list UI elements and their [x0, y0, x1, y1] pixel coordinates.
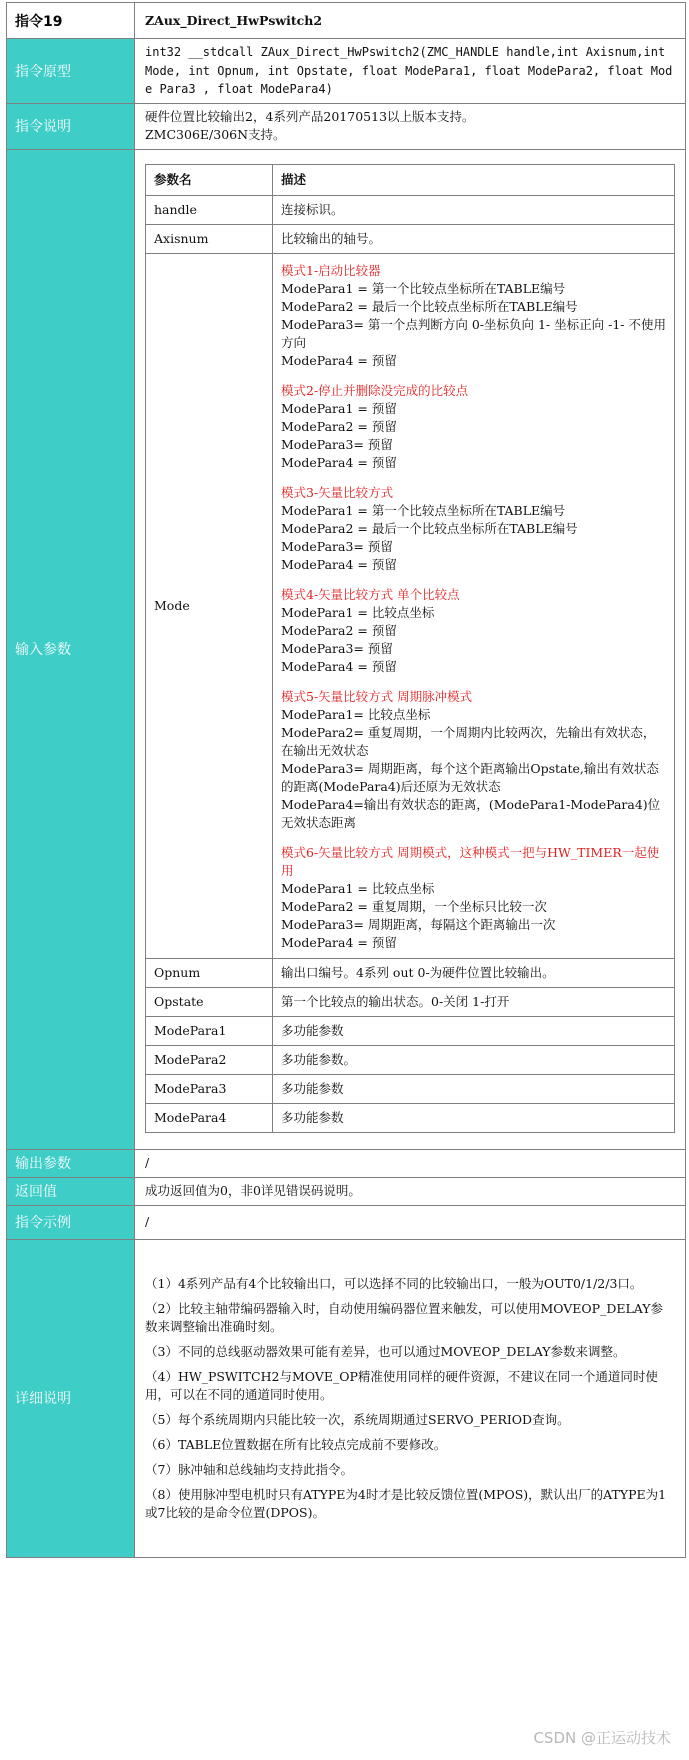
param-row [146, 1017, 675, 1046]
input-params-row [7, 149, 686, 1149]
details-label: 详细说明 [7, 1239, 135, 1557]
param-name: ModePara4 [146, 1104, 273, 1133]
detail-note: （5）每个系统周期内只能比较一次，系统周期通过SERVO_PERIOD查询。 [145, 1411, 570, 1427]
param-desc: 多功能参数 [273, 1075, 675, 1104]
command-doc-table [6, 2, 686, 1558]
mode-line: ModePara3= 周期距离，每个这个距离输出Opstate,输出有效状态的距离(ModePara4)后还原为无效状态 [281, 761, 659, 794]
mode-line: ModePara3= 第一个点判断方向 0-坐标负向 1- 坐标正向 -1- 不使用方向 [281, 317, 666, 350]
input-params-cell [135, 149, 686, 1149]
mode-line: ModePara2 = 预留 [281, 623, 397, 638]
param-row [146, 1075, 675, 1104]
header-row [7, 3, 686, 39]
prototype-label: 指令原型 [7, 39, 135, 104]
mode-title: 模式4-矢量比较方式 单个比较点 [281, 587, 460, 602]
param-desc: 输出口编号。4系列 out 0-为硬件位置比较输出。 [273, 959, 675, 988]
detail-note: （6）TABLE位置数据在所有比较点完成前不要修改。 [145, 1436, 447, 1452]
mode-block [281, 382, 666, 472]
detail-note: （7）脉冲轴和总线轴均支持此指令。 [145, 1461, 353, 1477]
description-text [135, 103, 686, 149]
param-row-mode [146, 254, 675, 959]
description-label: 指令说明 [7, 103, 135, 149]
csdn-watermark: CSDN @正运动技术 [533, 1729, 671, 1747]
detail-note: （3）不同的总线驱动器效果可能有差异，也可以通过MOVEOP_DELAY参数来调整。 [145, 1343, 626, 1359]
details-notes [135, 1239, 686, 1557]
mode-title: 模式6-矢量比较方式 周期模式，这种模式一把与HW_TIMER一起使用 [281, 845, 660, 878]
command-number: 指令19 [7, 3, 135, 39]
description-row [7, 103, 686, 149]
mode-line: ModePara1 = 第一个比较点坐标所在TABLE编号 [281, 503, 566, 518]
param-row [146, 1104, 675, 1133]
prototype-row [7, 39, 686, 104]
param-desc: 比较输出的轴号。 [273, 225, 675, 254]
mode-line: ModePara3= 预留 [281, 539, 393, 554]
mode-line: ModePara2 = 预留 [281, 419, 397, 434]
mode-block [281, 586, 666, 676]
mode-block [281, 688, 666, 832]
param-desc: 连接标识。 [273, 196, 675, 225]
details-row [7, 1239, 686, 1557]
mode-title: 模式3-矢量比较方式 [281, 485, 394, 500]
returns-row [7, 1177, 686, 1205]
description-line: ZMC306E/306N支持。 [145, 127, 286, 142]
param-name: Opstate [146, 988, 273, 1017]
mode-title: 模式1-启动比较器 [281, 263, 381, 278]
mode-line: ModePara2 = 最后一个比较点坐标所在TABLE编号 [281, 299, 578, 314]
command-title: ZAux_Direct_HwPswitch2 [135, 3, 686, 39]
outputs-label: 输出参数 [7, 1149, 135, 1177]
mode-line: ModePara2= 重复周期，一个周期内比较两次，先输出有效状态，在输出无效状态 [281, 725, 656, 758]
mode-line: ModePara4 = 预留 [281, 455, 397, 470]
mode-descriptions [273, 254, 675, 959]
mode-line: ModePara1 = 第一个比较点坐标所在TABLE编号 [281, 281, 566, 296]
mode-line: ModePara1= 比较点坐标 [281, 707, 431, 722]
mode-block [281, 484, 666, 574]
mode-block [281, 844, 666, 952]
param-name: Axisnum [146, 225, 273, 254]
input-params-label: 输入参数 [7, 149, 135, 1149]
mode-line: ModePara4 = 预留 [281, 557, 397, 572]
param-desc: 第一个比较点的输出状态。0-关闭 1-打开 [273, 988, 675, 1017]
param-name: Mode [146, 254, 273, 959]
mode-line: ModePara3= 预留 [281, 437, 393, 452]
mode-line: ModePara3= 周期距离，每隔这个距离输出一次 [281, 917, 556, 932]
mode-line: ModePara4 = 预留 [281, 659, 397, 674]
detail-note: （4）HW_PSWITCH2与MOVE_OP精准使用同样的硬件资源，不建议在同一个通道同时使用，可以在不同的通道同时使用。 [145, 1368, 658, 1402]
mode-line: ModePara1 = 比较点坐标 [281, 881, 435, 896]
prototype-text: int32 __stdcall ZAux_Direct_HwPswitch2(ZMC_HANDLE handle,int Axisnum,int Mode, int Opnum, int Opstate, float ModePara1, float ModePara2, float Mode Para3 , float ModePara4) [135, 39, 686, 104]
mode-block [281, 262, 666, 370]
detail-note: （8）使用脉冲型电机时只有ATYPE为4时才是比较反馈位置(MPOS)，默认出厂的ATYPE为1或7比较的是命令位置(DPOS)。 [145, 1486, 667, 1520]
param-name: ModePara3 [146, 1075, 273, 1104]
mode-line: ModePara2 = 最后一个比较点坐标所在TABLE编号 [281, 521, 578, 536]
outputs-row [7, 1149, 686, 1177]
param-name: Opnum [146, 959, 273, 988]
param-name: handle [146, 196, 273, 225]
detail-note: （2）比较主轴带编码器输入时，自动使用编码器位置来触发，可以使用MOVEOP_DELAY参数来调整输出准确时刻。 [145, 1300, 664, 1334]
outputs-value: / [135, 1149, 686, 1177]
mode-line: ModePara2 = 重复周期，一个坐标只比较一次 [281, 899, 547, 914]
description-line: 硬件位置比较输出2，4系列产品20170513以上版本支持。 [145, 109, 475, 124]
mode-line: ModePara4=输出有效状态的距离，(ModePara1-ModePara4)位无效状态距离 [281, 797, 661, 830]
example-row [7, 1205, 686, 1239]
param-desc: 多功能参数 [273, 1017, 675, 1046]
param-desc: 多功能参数 [273, 1104, 675, 1133]
params-header-row [146, 165, 675, 196]
returns-label: 返回值 [7, 1177, 135, 1205]
param-desc: 多功能参数。 [273, 1046, 675, 1075]
param-name: ModePara1 [146, 1017, 273, 1046]
col-param-desc: 描述 [273, 165, 675, 196]
mode-line: ModePara4 = 预留 [281, 935, 397, 950]
mode-line: ModePara1 = 预留 [281, 401, 397, 416]
returns-value: 成功返回值为0，非0详见错误码说明。 [135, 1177, 686, 1205]
example-value: / [135, 1205, 686, 1239]
col-param-name: 参数名 [146, 165, 273, 196]
param-row [146, 196, 675, 225]
param-row [146, 1046, 675, 1075]
param-name: ModePara2 [146, 1046, 273, 1075]
param-row [146, 959, 675, 988]
mode-title: 模式5-矢量比较方式 周期脉冲模式 [281, 689, 473, 704]
detail-note: （1）4系列产品有4个比较输出口，可以选择不同的比较输出口，一般为OUT0/1/2/3口。 [145, 1275, 643, 1291]
mode-line: ModePara3= 预留 [281, 641, 393, 656]
params-table [145, 164, 675, 1133]
param-row [146, 225, 675, 254]
mode-title: 模式2-停止并删除没完成的比较点 [281, 383, 469, 398]
mode-line: ModePara1 = 比较点坐标 [281, 605, 435, 620]
example-label: 指令示例 [7, 1205, 135, 1239]
param-row [146, 988, 675, 1017]
mode-line: ModePara4 = 预留 [281, 353, 397, 368]
